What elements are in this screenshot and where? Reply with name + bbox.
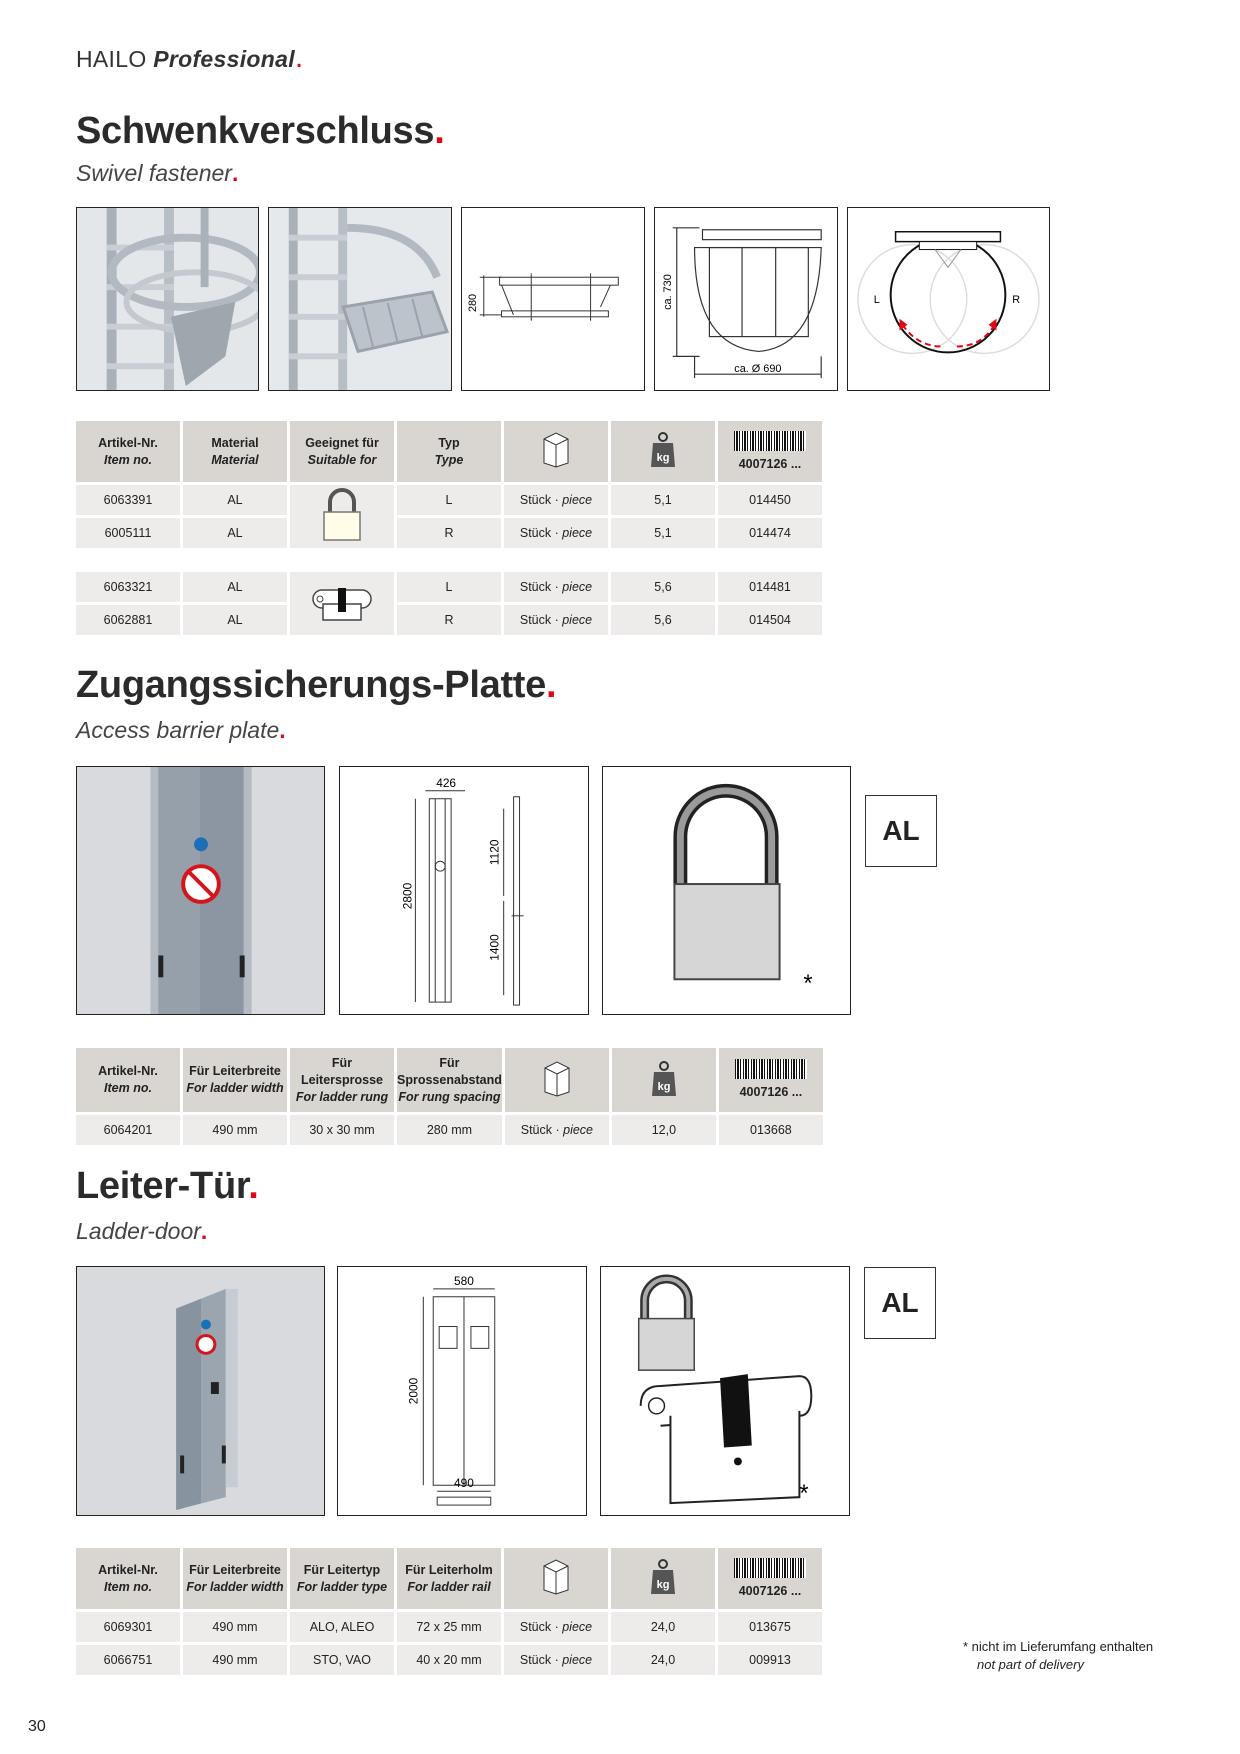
table-cell: 6005111 xyxy=(76,518,180,548)
table-cell: 6064201 xyxy=(76,1115,180,1145)
col-ladder-rung: Für Leitersprosse For ladder rung xyxy=(290,1048,394,1112)
table-cell: 5,6 xyxy=(611,605,715,635)
table-cell: 009913 xyxy=(718,1645,822,1675)
col-suitable-for: Geeignet für Suitable for xyxy=(290,421,394,482)
product-photo-open xyxy=(268,207,452,391)
col-material: Material Material xyxy=(183,421,287,482)
table-cell: STO, VAO xyxy=(290,1645,394,1675)
svg-text:kg: kg xyxy=(657,1080,671,1093)
dim-width: 426 xyxy=(436,775,457,790)
weight-kg-icon xyxy=(649,429,677,469)
table-cell: 490 mm xyxy=(183,1612,287,1642)
label-right: R xyxy=(1012,293,1021,306)
footnote-de: * nicht im Lieferumfang enthalten xyxy=(963,1639,1154,1654)
col-ean: 4007126 ... xyxy=(718,1548,822,1609)
barcode-icon xyxy=(734,431,806,451)
weight-kg-icon xyxy=(650,1058,678,1098)
table-cell: 014474 xyxy=(718,518,822,548)
col-type: Typ Type xyxy=(397,421,501,482)
padlock-photo xyxy=(602,766,851,1015)
product-photo-barrier-plate xyxy=(76,766,325,1015)
col-ean: 4007126 ... xyxy=(718,421,822,482)
asterisk: * xyxy=(799,1480,809,1508)
table-cell: Stück · piece xyxy=(504,518,608,548)
table-cell: 6062881 xyxy=(76,605,180,635)
table-cell: 6063321 xyxy=(76,572,180,602)
table-cell: AL xyxy=(183,518,287,548)
drawing-barrier-plate xyxy=(339,766,589,1015)
padlock-icon xyxy=(290,485,394,548)
table-cell: Stück · piece xyxy=(504,605,608,635)
dim-diameter: ca. Ø 690 xyxy=(734,363,782,376)
table-cell: 013675 xyxy=(718,1612,822,1642)
product-photo-closed xyxy=(76,207,259,391)
drawing-side-view xyxy=(461,207,645,391)
asterisk: * xyxy=(803,970,813,998)
table-cell: Stück · piece xyxy=(505,1115,609,1145)
brand-logo: HAILO Professional. xyxy=(76,41,304,74)
barcode-icon xyxy=(735,1059,807,1079)
table-cell: Stück · piece xyxy=(504,1645,608,1675)
brand-name-bold: Professional xyxy=(153,46,295,72)
table-cell: R xyxy=(397,518,501,548)
col-item-no: Artikel-Nr. Item no. xyxy=(76,421,180,482)
table-cell: 490 mm xyxy=(183,1645,287,1675)
col-ladder-rail: Für Leiterholm For ladder rail xyxy=(397,1548,501,1609)
section-title: Leiter-Tür. xyxy=(76,1165,259,1207)
table-cell: R xyxy=(397,605,501,635)
col-weight xyxy=(611,421,715,482)
table-cell: 5,1 xyxy=(611,518,715,548)
section-subtitle: Swivel fastener. xyxy=(76,160,239,186)
table-cell: 280 mm xyxy=(397,1115,502,1145)
col-item-no: Artikel-Nr. Item no. xyxy=(76,1548,180,1609)
product-photo-ladder-door xyxy=(76,1266,325,1516)
table-cell: 6066751 xyxy=(76,1645,180,1675)
col-package xyxy=(504,1548,608,1609)
table-cell: 6069301 xyxy=(76,1612,180,1642)
table-cell: 5,1 xyxy=(611,485,715,515)
col-weight xyxy=(612,1048,716,1112)
drawing-top-view xyxy=(654,207,838,391)
product-table-swivel xyxy=(73,418,825,638)
section-title: Zugangssicherungs-Platte. xyxy=(76,664,557,706)
weight-kg-icon xyxy=(649,1556,677,1596)
table-cell: 014504 xyxy=(718,605,822,635)
col-rung-spacing: Für Sprossenabstand For rung spacing xyxy=(397,1048,502,1112)
lock-set-photo xyxy=(600,1266,850,1516)
barcode-icon xyxy=(734,1558,806,1578)
table-cell: 014450 xyxy=(718,485,822,515)
page-number: 30 xyxy=(28,1718,46,1735)
svg-text:kg: kg xyxy=(656,1579,670,1591)
table-cell: Stück · piece xyxy=(504,1612,608,1642)
footnote-en: not part of delivery xyxy=(977,1657,1084,1672)
label-left: L xyxy=(873,293,880,306)
product-table-ladder-door xyxy=(73,1545,825,1678)
dim-upper: 1120 xyxy=(487,839,502,866)
table-cell: L xyxy=(397,572,501,602)
table-cell: 014481 xyxy=(718,572,822,602)
table-cell: 12,0 xyxy=(612,1115,716,1145)
product-table-barrier-plate xyxy=(73,1045,826,1148)
drawing-swivel-direction xyxy=(847,207,1050,391)
footnote xyxy=(963,1638,1153,1674)
material-badge: AL xyxy=(864,1267,936,1339)
cylinder-lock-icon xyxy=(290,572,394,635)
table-cell: 24,0 xyxy=(611,1612,715,1642)
table-cell: L xyxy=(397,485,501,515)
table-cell: AL xyxy=(183,485,287,515)
col-ladder-width: Für Leiterbreite For ladder width xyxy=(183,1048,287,1112)
table-cell: 40 x 20 mm xyxy=(397,1645,501,1675)
dim-height: 280 xyxy=(466,293,479,313)
table-cell: ALO, ALEO xyxy=(290,1612,394,1642)
dim-height: 2000 xyxy=(406,1377,421,1405)
col-item-no: Artikel-Nr. Item no. xyxy=(76,1048,180,1112)
section-subtitle: Access barrier plate. xyxy=(76,717,286,743)
section-title: Schwenkverschluss. xyxy=(76,110,445,152)
table-cell: 24,0 xyxy=(611,1645,715,1675)
col-ladder-type: Für Leitertyp For ladder type xyxy=(290,1548,394,1609)
col-package xyxy=(504,421,608,482)
material-badge: AL xyxy=(865,795,937,867)
drawing-ladder-door xyxy=(337,1266,587,1516)
dim-height: 2800 xyxy=(400,882,415,910)
col-package xyxy=(505,1048,609,1112)
table-cell: 013668 xyxy=(719,1115,823,1145)
table-cell: Stück · piece xyxy=(504,572,608,602)
table-cell: AL xyxy=(183,605,287,635)
package-icon xyxy=(541,1556,571,1596)
table-cell: 30 x 30 mm xyxy=(290,1115,394,1145)
section-subtitle: Ladder-door. xyxy=(76,1218,208,1244)
col-ladder-width: Für Leiterbreite For ladder width xyxy=(183,1548,287,1609)
table-cell: 490 mm xyxy=(183,1115,287,1145)
dim-lower: 1400 xyxy=(487,934,502,961)
package-icon xyxy=(541,429,571,469)
col-ean: 4007126 ... xyxy=(719,1048,823,1112)
table-cell: 6063391 xyxy=(76,485,180,515)
svg-text:kg: kg xyxy=(656,452,670,464)
dim-width: 580 xyxy=(454,1273,474,1288)
col-weight xyxy=(611,1548,715,1609)
table-cell: 72 x 25 mm xyxy=(397,1612,501,1642)
table-cell: AL xyxy=(183,572,287,602)
dim-height-730: ca. 730 xyxy=(661,274,674,310)
table-cell: 5,6 xyxy=(611,572,715,602)
dim-inner: 490 xyxy=(454,1476,474,1491)
table-cell: Stück · piece xyxy=(504,485,608,515)
package-icon xyxy=(542,1058,572,1098)
brand-name: HAILO xyxy=(76,46,147,72)
